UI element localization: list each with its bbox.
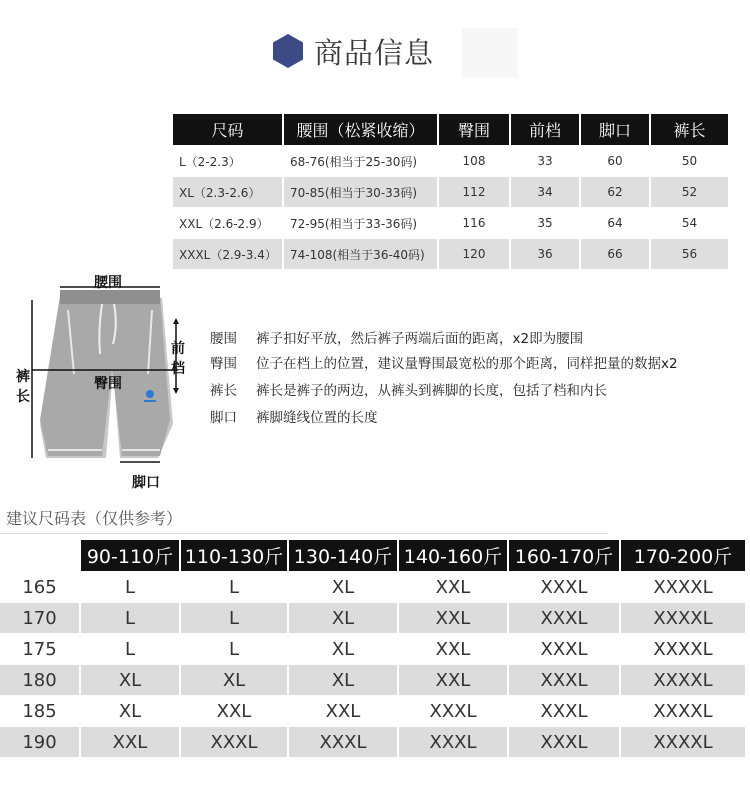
size-header-cell: 140-160斤 [398,540,508,572]
height-cell: 175 [0,634,80,665]
spec-cell: 64 [580,208,650,239]
size-row [0,603,746,634]
size-cell: XXXL [398,727,508,758]
size-cell: XXXL [508,603,620,634]
size-cell: L [80,603,180,634]
spec-cell: 108 [438,146,510,177]
length-label-1: 裤 [16,369,30,385]
spec-header-cell: 裤长 [650,114,729,146]
desc-hip [210,352,678,372]
spec-cell: 56 [650,239,729,270]
size-cell: XL [80,665,180,696]
spec-cell: 35 [510,208,580,239]
spec-cell: 36 [510,239,580,270]
size-chart-table [0,540,747,757]
divider [0,533,608,534]
section-header [0,28,750,78]
spec-header-cell: 腰围（松紧收缩） [283,114,438,146]
spec-cell: 72-95(相当于33-36码) [283,208,438,239]
desc-waist [210,327,583,347]
spec-cell: 112 [438,177,510,208]
height-cell: 190 [0,727,80,758]
desc-key: 臀围 [210,356,237,372]
size-cell: XXXXL [620,603,746,634]
size-cell: XXXL [398,696,508,727]
desc-text: 裤长是裤子的两边，从裤头到裤脚的长度，包括了档和内长 [256,383,607,399]
size-cell: L [180,572,288,603]
size-cell: XXXXL [620,696,746,727]
length-label-2: 长 [16,389,30,405]
spec-header-cell: 尺码 [173,114,283,146]
spec-cell: 60 [580,146,650,177]
spec-cell: 74-108(相当于36-40码) [283,239,438,270]
height-cell: 180 [0,665,80,696]
desc-length [210,379,607,399]
desc-hem [210,406,378,426]
spec-cell: 70-85(相当于30-33码) [283,177,438,208]
size-cell: XL [288,572,398,603]
size-row [0,727,746,758]
size-cell: XXXL [508,634,620,665]
size-cell: XL [288,603,398,634]
spec-table [173,114,730,269]
spec-cell: 120 [438,239,510,270]
height-cell: 185 [0,696,80,727]
rise-label-1: 前 [171,341,185,357]
size-cell: XXXXL [620,727,746,758]
size-cell: L [180,634,288,665]
spec-header-cell: 臀围 [438,114,510,146]
height-cell: 165 [0,572,80,603]
size-row [0,696,746,727]
spec-cell: 33 [510,146,580,177]
desc-key: 裤长 [210,383,237,399]
size-row [0,634,746,665]
size-header-row [0,540,746,572]
size-cell: XXL [398,665,508,696]
size-cell: XXL [398,572,508,603]
spec-cell: L（2-2.3） [173,146,283,177]
height-cell: 170 [0,603,80,634]
size-header-cell: 130-140斤 [288,540,398,572]
spec-cell: 66 [580,239,650,270]
waist-label: 腰围 [94,275,122,291]
size-row [0,665,746,696]
size-cell: XXXL [288,727,398,758]
spec-cell: XXXL（2.9-3.4） [173,239,283,270]
spec-row [173,177,729,208]
spec-header-cell: 脚口 [580,114,650,146]
spec-header-row [173,114,729,146]
size-cell: XXL [398,603,508,634]
hip-label: 臀围 [94,376,122,392]
spec-row [173,208,729,239]
shorts-diagram [10,270,200,500]
spec-cell: XXL（2.6-2.9） [173,208,283,239]
spec-cell: 116 [438,208,510,239]
desc-text: 位子在档上的位置，建议量臀围最宽松的那个距离，同样把量的数据x2 [256,356,678,372]
spec-cell: XL（2.3-2.6） [173,177,283,208]
size-cell: XXXXL [620,665,746,696]
size-header-cell: 110-130斤 [180,540,288,572]
spec-cell: 54 [650,208,729,239]
size-cell: XL [288,665,398,696]
size-cell: XL [288,634,398,665]
size-cell: XXL [398,634,508,665]
desc-key: 腰围 [210,331,237,347]
desc-key: 脚口 [210,410,237,426]
size-header-cell: 170-200斤 [620,540,746,572]
size-cell: XXXXL [620,634,746,665]
size-cell: XXXL [508,665,620,696]
size-cell: XXXL [508,696,620,727]
size-cell: L [80,634,180,665]
size-cell: XXXL [180,727,288,758]
size-cell: XXXL [508,727,620,758]
size-cell: L [80,572,180,603]
size-chart-title: 建议尺码表（仅供参考） [6,509,183,528]
hexagon-icon [270,33,306,69]
spec-cell: 50 [650,146,729,177]
size-cell: L [180,603,288,634]
size-cell: XXL [288,696,398,727]
size-cell: XXL [80,727,180,758]
spec-row [173,239,729,270]
hem-label: 脚口 [132,475,160,491]
spec-cell: 52 [650,177,729,208]
spec-cell: 34 [510,177,580,208]
size-cell: XXXL [508,572,620,603]
size-cell: XL [180,665,288,696]
size-header-cell: 90-110斤 [80,540,180,572]
spec-row [173,146,729,177]
spec-header-cell: 前档 [510,114,580,146]
size-cell: XL [80,696,180,727]
desc-text: 裤子扣好平放，然后裤子两端后面的距离，x2即为腰围 [256,331,584,347]
size-header-blank [0,540,80,572]
rise-label-2: 档 [171,361,185,377]
spec-cell: 68-76(相当于25-30码) [283,146,438,177]
size-row [0,572,746,603]
size-cell: XXL [180,696,288,727]
size-header-cell: 160-170斤 [508,540,620,572]
decorative-box [462,28,518,78]
spec-cell: 62 [580,177,650,208]
size-cell: XXXXL [620,572,746,603]
section-title: 商品信息 [314,36,435,70]
desc-text: 裤脚缝线位置的长度 [256,410,378,426]
